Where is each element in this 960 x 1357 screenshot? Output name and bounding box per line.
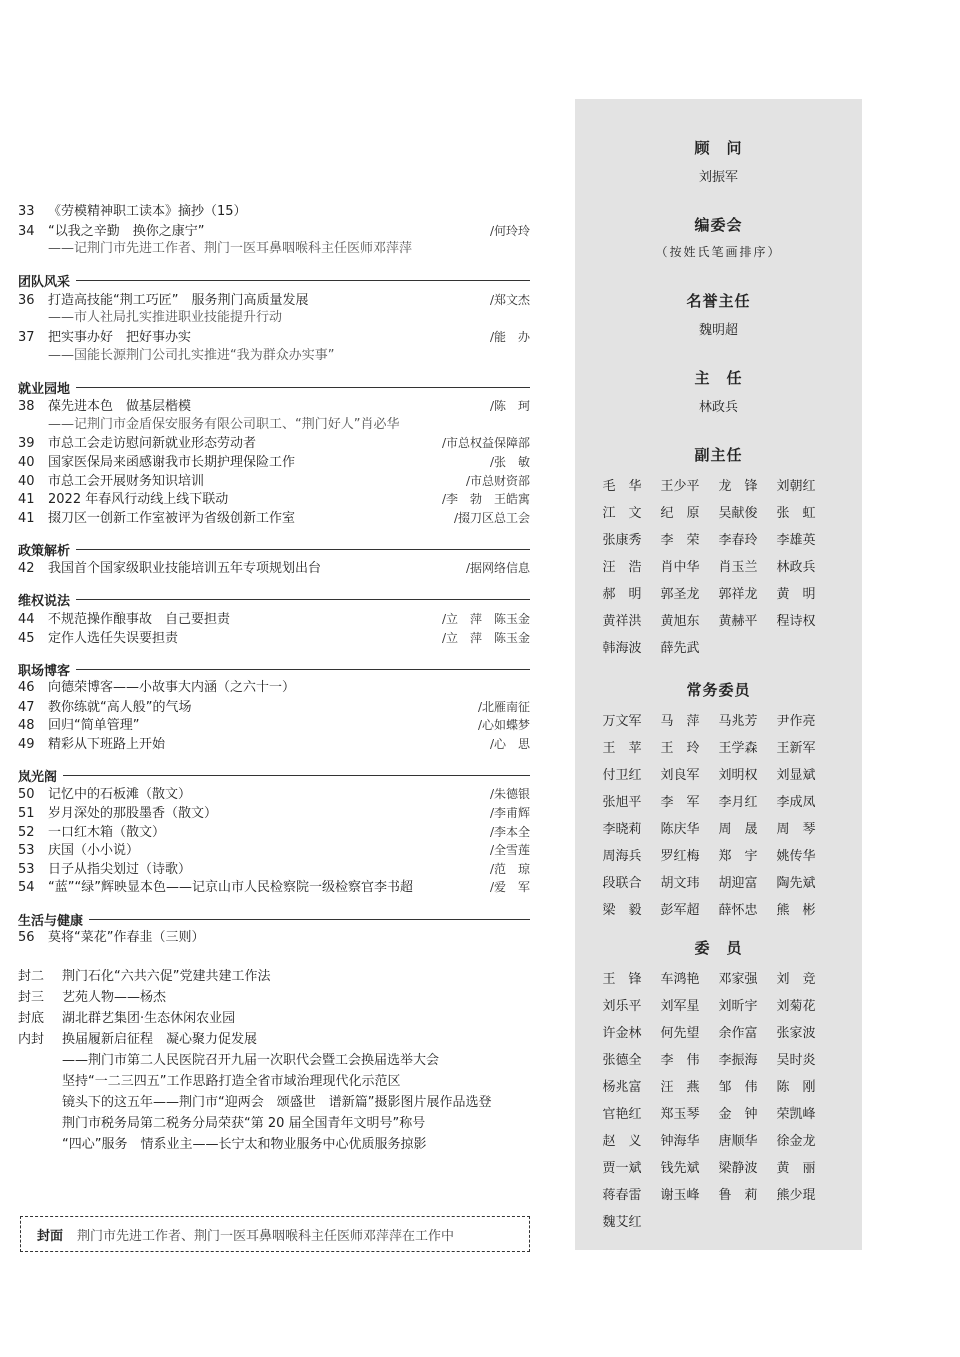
toc-entry [18,610,530,629]
director-name: 林政兵 [698,400,738,415]
member-name: 李晓莉 [602,822,642,837]
entry-author: /全雪莲 [489,843,530,858]
page-number: 34 [18,223,35,239]
cover-entry [18,1029,530,1050]
cover-text: 荆门石化“六共六促”党建共建工作法 [62,968,271,984]
cover-pages-list [18,966,530,1155]
entry-author: /市总权益保障部 [441,436,530,451]
member-name: 赵 义 [602,1134,642,1149]
page-number: 40 [18,473,35,489]
cover-entry [18,1113,530,1134]
member-name: 唐顺华 [718,1134,758,1149]
member-name: 黄旭东 [660,614,700,629]
board-group [575,214,862,260]
member-name: 刘 竞 [776,972,816,987]
member-name: 郑玉琴 [660,1107,700,1122]
members-names [575,968,862,1230]
entry-title: 市总工会走访慰问新就业形态劳动者 [48,436,257,452]
cover-text: 镜头下的这五年——荆门市“迎两会 颂盛世 谱新篇”摄影图片展作品选登 [62,1094,492,1110]
toc-entry [18,453,530,472]
section-title: 团队风采 [18,275,71,291]
member-name: 周 琴 [776,822,816,837]
standing-names [575,710,862,918]
board-note: （按姓氏笔画排序） [655,245,782,259]
member-name: 黄 丽 [776,1161,816,1176]
member-name: 郭圣龙 [660,587,700,602]
deputy-group [575,444,862,656]
cover-entry [18,1092,530,1113]
entry-title: 日子从指尖划过（诗歌） [48,861,192,877]
entry-title: 教你练就“高人般”的气场 [48,699,192,715]
entry-title: “蓝”“绿”辉映显本色——记京山市人民检察院一级检察官李书超 [48,880,413,896]
toc-entry [18,397,530,416]
member-name: 李 伟 [660,1053,700,1068]
deputy-names [575,475,862,656]
cover-label: 封底 [18,1010,45,1026]
entry-title: 记忆中的石板滩（散文） [48,787,192,803]
member-name: 王 锋 [602,972,642,987]
cover-entry [18,1071,530,1092]
section-header [18,590,530,610]
toc-entry [18,328,530,347]
page-number: 37 [18,329,35,345]
member-name: 余作富 [718,1026,758,1041]
member-name: 郝 明 [602,587,642,602]
page-number: 49 [18,736,35,752]
entry-author: /心 思 [489,736,530,751]
member-name: 彭军超 [660,903,700,918]
entry-author: /李甫辉 [489,806,530,821]
toc-entry [18,785,530,804]
section-title: 就业园地 [18,381,71,397]
entry-author: /范 琼 [489,861,530,876]
cover-text: 换届履新启征程 凝心聚力促发展 [62,1031,258,1047]
section-rule [76,549,530,550]
toc-entry [18,434,530,453]
standing-heading: 常务委员 [686,681,751,699]
toc-entry [18,804,530,823]
member-name: 林政兵 [776,560,816,575]
member-name: 刘明权 [718,768,758,783]
member-name: 汪 燕 [660,1080,700,1095]
toc-entry [18,679,530,698]
section-title: 职场博客 [18,663,71,679]
cover-label: 封三 [18,989,45,1005]
member-name: 熊少琨 [776,1188,816,1203]
member-name: 肖玉兰 [718,560,758,575]
honorary-name: 魏明超 [698,323,738,338]
toc-entry [18,860,530,879]
member-name: 陈 刚 [776,1080,816,1095]
member-name: 张旭平 [602,795,642,810]
entry-author: /能 办 [489,329,530,344]
member-name: 周海兵 [602,849,642,864]
cover-photo-caption [20,1216,530,1252]
page-number: 56 [18,930,35,946]
member-name: 王学森 [718,741,758,756]
honorary-heading: 名誉主任 [686,292,751,310]
member-name: 黄赫平 [718,614,758,629]
entry-title: 把实事办好 把好事办实 [48,329,192,345]
member-name: 徐金龙 [776,1134,816,1149]
member-name: 罗红梅 [660,849,700,864]
section-title: 维权说法 [18,594,71,610]
cover-entry [18,1050,530,1071]
member-name: 李振海 [718,1053,758,1068]
entry-title: 岁月深处的那股墨香（散文） [48,806,218,822]
toc-entry [18,222,530,241]
section-header [18,271,530,291]
member-name: 邹 伟 [718,1080,758,1095]
toc-entry [18,878,530,897]
member-name: 刘乐平 [602,999,642,1014]
member-name: 黄祥洪 [602,614,642,629]
section-rule [76,387,530,388]
section-title: 生活与健康 [18,913,84,929]
entry-title: 回归“简单管理” [48,718,140,734]
section-header [18,659,530,679]
honorary-group [575,290,862,338]
member-name: 张 虹 [776,506,816,521]
member-name: 王 苹 [602,741,642,756]
entry-author: /立 萍 陈玉金 [441,611,530,626]
member-name: 魏艾红 [602,1215,642,1230]
member-name: 王 玲 [660,741,700,756]
section-rule [76,669,530,670]
toc-entry [18,698,530,717]
member-name: 汪 浩 [602,560,642,575]
table-of-contents [18,203,530,1155]
board-heading: 编委会 [694,216,743,234]
page-number: 38 [18,399,35,415]
member-name: 李 军 [660,795,700,810]
member-name: 钟海华 [660,1134,700,1149]
toc-entry [18,735,530,754]
entry-title: ——市人社局扎实推进职业技能提升行动 [48,310,283,326]
cover-text: ——荆门市第二人民医院召开九届一次职代会暨工会换届选举大会 [62,1052,440,1068]
member-name: 鲁 莉 [718,1188,758,1203]
advisor-group [575,137,862,185]
members-heading: 委 员 [694,939,743,957]
member-name: 万文军 [602,714,642,729]
entry-author: /陈 珂 [489,399,530,414]
member-name: 周 晟 [718,822,758,837]
toc-entry [18,291,530,310]
section-rule [63,775,530,776]
cover-text: “四心”服务 情系业主——长宁太和物业服务中心优质服务掠影 [62,1136,427,1152]
member-name: 郭祥龙 [718,587,758,602]
section-rule [76,280,530,281]
entry-title: 国家医保局来函感谢我市长期护理保险工作 [48,454,296,470]
entry-title: 向德荣博客——小故事大内涵（之六十一） [48,680,296,696]
entry-title: 打造高技能“荆工巧匠” 服务荆门高质量发展 [48,292,309,308]
member-name: 金 钟 [718,1107,758,1122]
standing-group [575,679,862,918]
director-heading: 主 任 [694,369,743,387]
section-header [18,377,530,397]
director-group [575,367,862,415]
entry-title: 不规范操作酿事故 自己要担责 [48,611,231,627]
member-name: 李雄英 [776,533,816,548]
toc-entry [18,823,530,842]
entry-title: 我国首个国家级职业技能培训五年专项规划出台 [48,561,322,577]
page-number: 51 [18,806,35,822]
member-name: 刘朝红 [776,479,816,494]
entry-title: 一口红木箱（散文） [48,824,166,840]
member-name: 何先望 [660,1026,700,1041]
member-name: 张德全 [602,1053,642,1068]
page-number: 33 [18,204,35,219]
page-number: 45 [18,630,35,646]
cover-text: 湖北群艺集团·生态休闲农业园 [62,1010,236,1026]
member-name: 纪 原 [660,506,700,521]
toc-entry [18,509,530,528]
entry-title: 精彩从下班路上开始 [48,736,166,752]
cover-text: 荆门市税务局第二税务分局荣获“第 20 届全国青年文明号”称号 [62,1115,426,1131]
member-name: 龙 锋 [718,479,758,494]
entry-author: /郑文杰 [489,292,530,307]
entry-title: 定作人选任失误要担责 [48,630,179,646]
member-name: 陈庆华 [660,822,700,837]
page-number: 52 [18,824,35,840]
member-name: 姚传华 [776,849,816,864]
cover-entry [18,987,530,1008]
member-name: 许金林 [602,1026,642,1041]
member-name: 吴献俊 [718,506,758,521]
cover-label: 内封 [18,1031,45,1047]
entry-author: /李本全 [489,824,530,839]
entry-author: /李 勃 王皓寓 [441,492,530,507]
member-name: 马 萍 [660,714,700,729]
page-number: 46 [18,680,35,696]
cover-entry [18,1008,530,1029]
cover-entry [18,966,530,987]
member-name: 张家波 [776,1026,816,1041]
member-name: 贾一斌 [602,1161,642,1176]
entry-author: /张 敏 [489,454,530,469]
cover-text: 艺苑人物——杨杰 [62,989,167,1005]
entry-title: 《劳模精神职工读本》摘抄（15） [48,204,247,219]
member-name: 毛 华 [602,479,642,494]
entry-title: 2022 年春风行动线上线下联动 [48,492,229,508]
page-number: 48 [18,718,35,734]
entry-title: 庆国（小小说） [48,843,140,859]
entry-author: /北雁南征 [477,699,530,714]
editorial-masthead [575,99,862,1250]
advisor-name: 刘振军 [698,170,738,185]
entry-title: ——记荆门市先进工作者、荆门一医耳鼻咽喉科主任医师邓萍萍 [48,241,413,257]
page-number: 41 [18,510,35,526]
entry-title: ——国能长源荆门公司扎实推进“我为群众办实事” [48,347,335,363]
member-name: 江 文 [602,506,642,521]
member-name: 马兆芳 [718,714,758,729]
member-name: 黄 明 [776,587,816,602]
member-name: 荣凯峰 [776,1107,816,1122]
toc-subtitle [18,309,530,328]
section-header [18,909,530,929]
toc-entry [18,203,530,222]
toc-entry [18,472,530,491]
page-number: 42 [18,561,35,577]
toc-entry [18,841,530,860]
entry-title: 葆先进本色 做基层楷模 [48,399,192,415]
page-number: 47 [18,699,35,715]
member-name: 杨兆富 [602,1080,642,1095]
toc-subtitle [18,347,530,366]
section-rule [76,599,530,600]
toc-entry [18,716,530,735]
member-name: 王新军 [776,741,816,756]
member-name: 刘昕宇 [718,999,758,1014]
page-number: 53 [18,843,35,859]
cover-text: 坚持“一二三四五”工作思路打造全省市域治理现代化示范区 [62,1073,401,1089]
member-name: 付卫红 [602,768,642,783]
member-name: 官艳红 [602,1107,642,1122]
page-number: 44 [18,611,35,627]
member-name: 李成凤 [776,795,816,810]
entry-author: /爱 军 [489,880,530,895]
member-name: 刘良军 [660,768,700,783]
member-name: 刘军星 [660,999,700,1014]
member-name: 王少平 [660,479,700,494]
toc-entry [18,490,530,509]
member-name: 胡迎富 [718,876,758,891]
member-name: 郑 宇 [718,849,758,864]
cover-label: 封面 [37,1228,64,1244]
member-name: 熊 彬 [776,903,816,918]
member-name: 李月红 [718,795,758,810]
member-name: 刘菊花 [776,999,816,1014]
cover-label: 封二 [18,968,45,984]
members-group [575,937,862,1230]
page-number: 50 [18,787,35,803]
entry-title: 掇刀区一创新工作室被评为省级创新工作室 [48,510,296,526]
member-name: 段联合 [602,876,642,891]
section-header [18,765,530,785]
member-name: 薛先武 [660,641,700,656]
section-rule [89,919,530,920]
page-number: 39 [18,436,35,452]
entry-author: /心如蝶梦 [477,718,530,733]
toc-entry [18,559,530,578]
section-title: 岚光阁 [18,769,58,785]
entry-author: /何玲玲 [489,223,530,238]
entry-author: /立 萍 陈玉金 [441,630,530,645]
entry-author: /据网络信息 [465,561,530,576]
member-name: 钱先斌 [660,1161,700,1176]
toc-subtitle [18,416,530,435]
member-name: 程诗权 [776,614,816,629]
deputy-heading: 副主任 [694,446,743,464]
member-name: 胡文玮 [660,876,700,891]
entry-author: /掇刀区总工会 [453,510,530,525]
toc-entry [18,929,530,948]
member-name: 吴时炎 [776,1053,816,1068]
member-name: 梁静波 [718,1161,758,1176]
member-name: 陶先斌 [776,876,816,891]
toc-entry [18,629,530,648]
cover-entry [18,1134,530,1155]
member-name: 张康秀 [602,533,642,548]
member-name: 邓家强 [718,972,758,987]
member-name: 刘显斌 [776,768,816,783]
member-name: 谢玉峰 [660,1188,700,1203]
member-name: 李春玲 [718,533,758,548]
toc-subtitle [18,240,530,259]
entry-title: 市总工会开展财务知识培训 [48,473,205,489]
entry-title: “以我之辛勤 换你之康宁” [48,223,205,239]
page-number: 41 [18,492,35,508]
section-title: 政策解析 [18,543,71,559]
cover-text: 荆门市先进工作者、荆门一医耳鼻咽喉科主任医师邓萍萍在工作中 [77,1228,455,1244]
member-name: 梁 毅 [602,903,642,918]
entry-title: 莫将“菜花”作春韭（三则） [48,930,205,946]
member-name: 车鸿艳 [660,972,700,987]
page-number: 40 [18,454,35,470]
member-name: 尹作亮 [776,714,816,729]
member-name: 韩海波 [602,641,642,656]
entry-author: /市总财资部 [465,473,530,488]
entry-author: /朱德银 [489,787,530,802]
page-number: 36 [18,292,35,308]
entry-title: ——记荆门市金盾保安服务有限公司职工、“荆门好人”肖必华 [48,416,400,432]
member-name: 蒋春雷 [602,1188,642,1203]
member-name: 薛怀忠 [718,903,758,918]
section-header [18,539,530,559]
page-number: 53 [18,861,35,877]
member-name: 李 荣 [660,533,700,548]
member-name: 肖中华 [660,560,700,575]
advisor-heading: 顾 问 [694,139,743,157]
page-number: 54 [18,880,35,896]
